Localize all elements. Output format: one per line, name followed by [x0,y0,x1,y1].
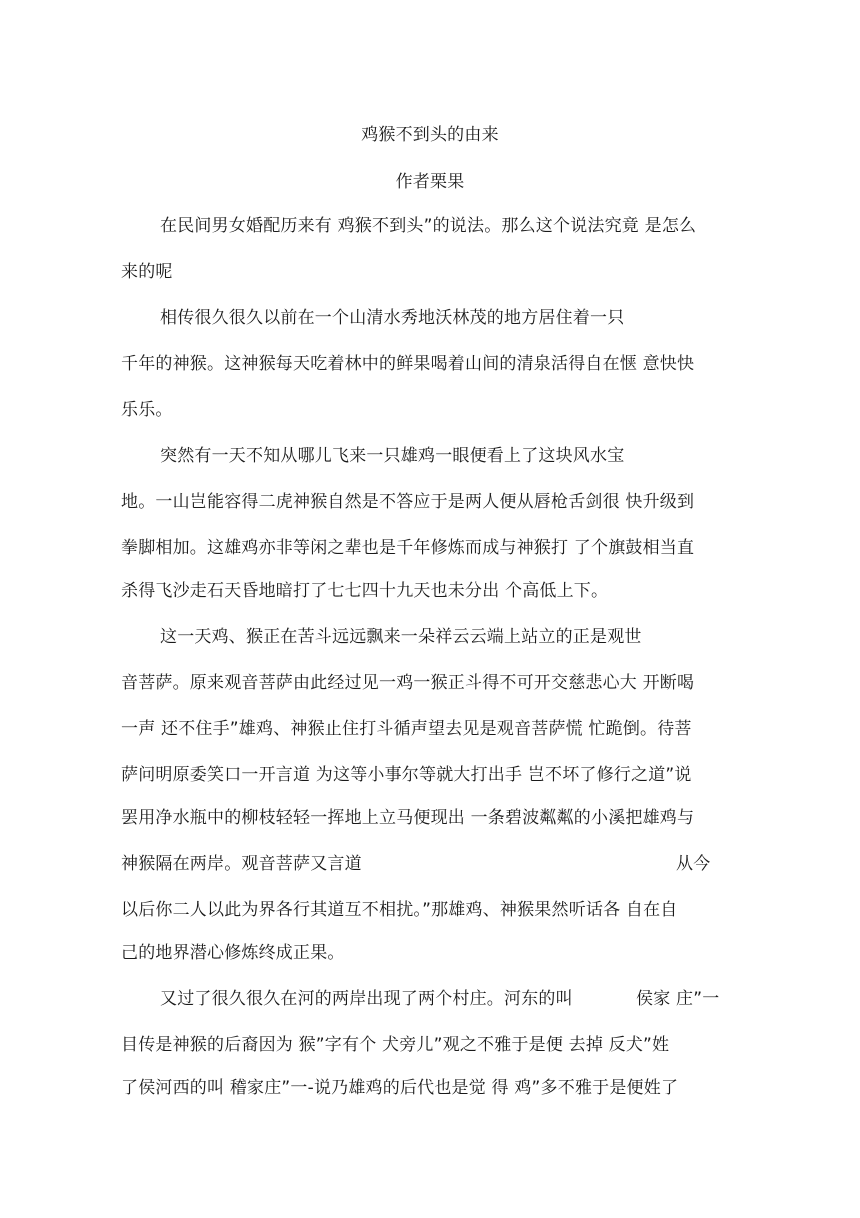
document-title: 鸡猴不到头的由来 [361,125,499,145]
paragraph-line: 罢用净水瓶中的柳枝轻轻一挥地上立马便现出 一条碧波粼粼的小溪把雄鸡与 [121,808,695,828]
paragraph-line: 突然有一天不知从哪儿飞来一只雄鸡一眼便看上了这块风水宝 [160,446,625,466]
paragraph-line: 千年的神猴。这神猴每天吃着林中的鲜果喝着山间的清泉活得自在惬 意快快 [121,354,695,374]
paragraph-line: 相传很久很久以前在一个山清水秀地沃林茂的地方居住着一只 [160,308,625,328]
paragraph-line: 乐乐。 [121,400,173,420]
paragraph-line: 来的呢 [121,262,173,282]
document-author: 作者栗果 [395,172,465,192]
paragraph-line: 又过了很久很久在河的两岸出现了两个村庄。河东的叫 [160,989,573,1009]
paragraph-line: 一声 还不住手”雄鸡、神猴止住打斗循声望去见是观音菩萨慌 忙跪倒。待菩 [121,719,692,739]
paragraph-line: 地。一山岂能容得二虎神猴自然是不答应于是两人便从唇枪舌剑很 快升级到 [121,492,695,512]
paragraph-line: 己的地界潜心修炼终成正果。 [121,943,345,963]
paragraph-line: 以后你二人以此为界各行其道互不相扰。”那雄鸡、神猴果然听话各 自在自 [121,900,678,920]
paragraph-line: 杀得飞沙走石天昏地暗打了七七四十九天也未分出 个高低上下。 [121,581,609,601]
paragraph-line: 目传是神猴的后裔因为 猴”字有个 犬旁儿”观之不雅于是便 去掉 反犬”姓 [121,1035,670,1055]
paragraph-line: 这一天鸡、猴正在苦斗远远飘来一朵祥云云端上站立的正是观世 [160,627,642,647]
paragraph-line: 音菩萨。原来观音菩萨由此经过见一鸡一猴正斗得不可开交慈悲心大 开断喝 [121,673,695,693]
paragraph-line: 神猴隔在两岸。观音菩萨又言道 [121,854,362,874]
paragraph-line: 拳脚相加。这雄鸡亦非等闲之辈也是千年修炼而成与神猴打 了个旗鼓相当直 [121,538,695,558]
paragraph-line: 在民间男女婚配历来有 鸡猴不到头”的说法。那么这个说法究竟 是怎么 [160,216,697,236]
paragraph-line: 从今 [676,854,711,874]
paragraph-line: 了侯河西的叫 稽家庄”一-说乃雄鸡的后代也是觉 得 鸡”多不雅于是便姓了 [121,1078,679,1098]
paragraph-line: 侯家 庄”一 [636,989,720,1009]
paragraph-line: 萨问明原委笑口一开言道 为这等小事尔等就大打出手 岂不坏了修行之道”说 [121,765,692,785]
